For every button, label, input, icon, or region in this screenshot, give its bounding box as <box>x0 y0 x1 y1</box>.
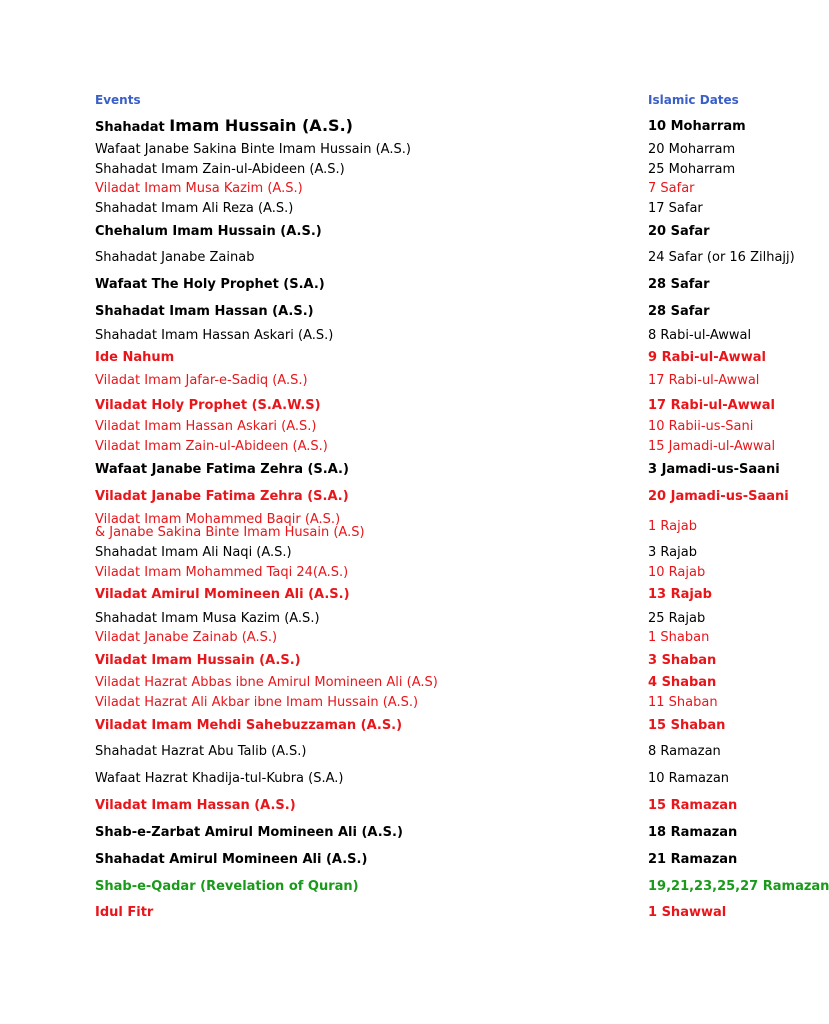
table-row <box>0 278 768 296</box>
date-cell: 28 Safar <box>648 277 710 292</box>
event-cell: Wafaat The Holy Prophet (S.A.) <box>95 277 325 292</box>
event-cell: Viladat Imam Zain-ul-Abideen (A.S.) <box>95 439 328 454</box>
date-cell: 18 Ramazan <box>648 825 738 840</box>
event-cell: Viladat Janabe Zainab (A.S.) <box>95 630 278 645</box>
table-row <box>0 116 768 138</box>
date-cell: 10 Rabii-us-Sani <box>648 419 754 434</box>
event-cell: Viladat Imam Hassan (A.S.) <box>95 798 296 813</box>
table-row <box>0 351 768 369</box>
date-cell: 15 Jamadi-ul-Awwal <box>648 439 776 454</box>
table-row <box>0 398 775 417</box>
event-name: Imam Hussain (A.S.) <box>169 116 353 135</box>
table-row <box>0 853 768 871</box>
table-row <box>0 906 768 924</box>
date-cell: 8 Rabi-ul-Awwal <box>648 328 752 343</box>
date-cell: 3 Rajab <box>648 545 697 560</box>
event-cell: Shahadat Hazrat Abu Talib (A.S.) <box>95 744 307 759</box>
event-cell: Wafaat Janabe Fatima Zehra (S.A.) <box>95 462 349 477</box>
table-row <box>0 329 768 347</box>
event-cell: Viladat Holy Prophet (S.A.W.S) <box>95 398 321 413</box>
event-cell: Shahadat Imam Ali Reza (A.S.) <box>95 201 294 216</box>
table-row <box>0 202 768 220</box>
event-cell: Wafaat Hazrat Khadija-tul-Kubra (S.A.) <box>95 771 344 786</box>
event-cell: Ide Nahum <box>95 350 175 365</box>
event-cell: Viladat Imam Mehdi Sahebuzzaman (A.S.) <box>95 718 403 733</box>
table-row <box>0 631 768 649</box>
table-row <box>0 879 829 898</box>
table-row <box>0 374 768 392</box>
table-row <box>0 676 768 694</box>
date-cell: 11 Shaban <box>648 695 718 710</box>
date-cell: 19,21,23,25,27 Ramazan <box>648 879 829 894</box>
table-row <box>0 250 795 269</box>
date-cell: 9 Rabi-ul-Awwal <box>648 350 766 365</box>
table-row <box>0 566 768 584</box>
event-cell: Shahadat Imam Hassan Askari (A.S.) <box>95 328 334 343</box>
table-row <box>0 588 768 606</box>
date-cell: 17 Rabi-ul-Awwal <box>648 398 775 413</box>
date-cell: 3 Jamadi-us-Saani <box>648 462 780 477</box>
date-cell: 15 Shaban <box>648 718 726 733</box>
table-row <box>0 612 768 630</box>
date-cell: 10 Moharram <box>648 119 746 134</box>
event-cell: Shahadat Janabe Zainab <box>95 250 255 265</box>
event-cell: Shahadat Imam Ali Naqi (A.S.) <box>95 545 292 560</box>
date-cell: 20 Safar <box>648 224 710 239</box>
event-cell <box>95 116 353 135</box>
table-row <box>0 163 768 181</box>
table-row <box>0 143 768 161</box>
date-cell: 20 Jamadi-us-Saani <box>648 489 789 504</box>
date-cell: 21 Ramazan <box>648 852 738 867</box>
event-cell <box>95 513 365 539</box>
date-cell: 1 Rajab <box>648 519 697 534</box>
event-cell: Shahadat Imam Zain-ul-Abideen (A.S.) <box>95 162 345 177</box>
event-cell: Shab-e-Qadar (Revelation of Quran) <box>95 879 359 894</box>
date-cell: 20 Moharram <box>648 142 736 157</box>
event-cell: Shahadat Amirul Momineen Ali (A.S.) <box>95 852 368 867</box>
table-row <box>0 696 768 714</box>
event-cell: Viladat Imam Musa Kazim (A.S.) <box>95 181 303 196</box>
date-cell: 17 Safar <box>648 201 703 216</box>
date-cell: 13 Rajab <box>648 587 712 602</box>
event-cell: Viladat Imam Jafar-e-Sadiq (A.S.) <box>95 373 308 388</box>
table-row <box>0 439 776 458</box>
date-cell: 8 Ramazan <box>648 744 721 759</box>
date-cell: 24 Safar (or 16 Zilhajj) <box>648 250 795 265</box>
table-row <box>0 305 768 323</box>
dates-header: Islamic Dates <box>648 93 739 107</box>
event-cell: Chehalum Imam Hussain (A.S.) <box>95 224 322 239</box>
event-cell: Viladat Hazrat Ali Akbar ibne Imam Hussain (A.S.) <box>95 695 419 710</box>
date-cell: 3 Shaban <box>648 653 717 668</box>
date-cell: 7 Safar <box>648 181 695 196</box>
date-cell: 10 Rajab <box>648 565 706 580</box>
table-row <box>0 546 768 564</box>
table-row <box>0 772 768 790</box>
table-row <box>0 462 780 481</box>
event-cell: Viladat Imam Hassan Askari (A.S.) <box>95 419 317 434</box>
table-row <box>0 513 768 543</box>
table-row <box>0 489 789 508</box>
event-cell: Viladat Imam Hussain (A.S.) <box>95 653 301 668</box>
event-cell: Viladat Imam Mohammed Taqi 24(A.S.) <box>95 565 349 580</box>
date-cell: 4 Shaban <box>648 675 717 690</box>
event-cell: Shahadat Imam Hassan (A.S.) <box>95 304 314 319</box>
date-cell: 1 Shawwal <box>648 905 727 920</box>
date-cell: 15 Ramazan <box>648 798 738 813</box>
date-cell: 28 Safar <box>648 304 710 319</box>
event-prefix: Shahadat <box>95 120 170 135</box>
event-cell: Viladat Janabe Fatima Zehra (S.A.) <box>95 489 349 504</box>
table-row <box>0 826 768 844</box>
table-row <box>0 420 768 438</box>
event-cell: Wafaat Janabe Sakina Binte Imam Hussain (A.S.) <box>95 142 411 157</box>
event-line-1: Viladat Imam Mohammed Baqir (A.S.) <box>95 512 341 527</box>
date-cell: 17 Rabi-ul-Awwal <box>648 373 760 388</box>
table-row <box>0 225 768 243</box>
date-cell: 10 Ramazan <box>648 771 730 786</box>
event-cell: Shahadat Imam Musa Kazim (A.S.) <box>95 611 320 626</box>
table-row <box>0 799 768 817</box>
date-cell: 25 Moharram <box>648 162 736 177</box>
table-row <box>0 654 768 672</box>
event-cell: Viladat Hazrat Abbas ibne Amirul Momineen Ali (A.S) <box>95 675 438 690</box>
events-header: Events <box>95 93 141 107</box>
event-cell: Shab-e-Zarbat Amirul Momineen Ali (A.S.) <box>95 825 403 840</box>
event-cell: Idul Fitr <box>95 905 154 920</box>
date-cell: 25 Rajab <box>648 611 706 626</box>
table-row <box>0 719 768 737</box>
event-line-2: & Janabe Sakina Binte Imam Husain (A.S) <box>95 525 365 540</box>
event-cell: Viladat Amirul Momineen Ali (A.S.) <box>95 587 350 602</box>
table-row <box>0 182 768 200</box>
table-row <box>0 745 768 763</box>
date-cell: 1 Shaban <box>648 630 710 645</box>
